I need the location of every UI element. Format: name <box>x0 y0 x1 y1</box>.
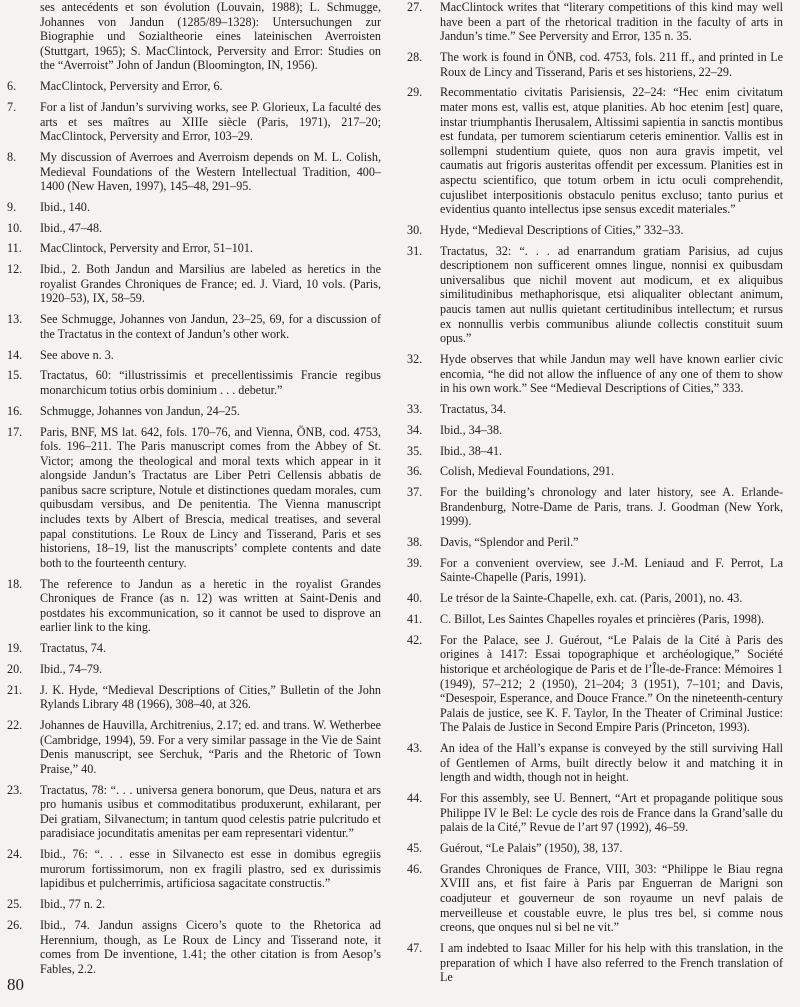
footnote <box>407 941 783 985</box>
footnote-text: For a convenient overview, see J.-M. Leniaud and F. Perrot, La Sainte-Chapelle (Paris, 1991). <box>440 555 783 585</box>
footnote-text: For a list of Jandun’s surviving works, see P. Glorieux, La faculté des arts et ses maîtres au XIIIe siècle (Paris, 1971), 217–20; MacClintock, Perversity and Error, 103–29. <box>40 99 381 144</box>
footnote-text: Ibid., 34–38. <box>440 422 503 437</box>
footnote-text: My discussion of Averroes and Averroism depends on M. L. Colish, Medieval Foundations of the Western Intellectual Tradition, 400–1400 (New Haven, 1997), 145–48, 291–95. <box>40 149 381 194</box>
footnote <box>7 348 381 363</box>
footnote-text: Tractatus, 34. <box>440 401 506 416</box>
footnote-text: Ibid., 74. Jandun assigns Cicero’s quote to the Rhetorica ad Herennium, though, as Le Roux de Lincy and Tisserand note, it comes from De inventione, 1.41; the other citation is from Aesop’s Fables, 2.2. <box>40 918 381 976</box>
footnote <box>7 404 381 419</box>
footnote-number: 9. <box>7 199 17 214</box>
footnote-text: Le trésor de la Sainte-Chapelle, exh. cat. (Paris, 2001), no. 43. <box>440 591 743 606</box>
footnote <box>7 100 381 144</box>
footnote <box>7 262 381 306</box>
footnote <box>7 79 381 94</box>
footnote-text: Ibid., 77 n. 2. <box>40 897 106 912</box>
footnote-text: J. K. Hyde, “Medieval Descriptions of Cities,” Bulletin of the John Rylands Library 48 (1966), 308–40, at 326. <box>40 682 381 712</box>
footnote-text: Ibid., 74–79. <box>40 661 103 676</box>
footnote-text: Davis, “Splendor and Peril.” <box>440 535 579 550</box>
footnote-continuation: ses antecédents et son évolution (Louvain, 1988); L. Schmugge, Johannes von Jandun (1285/89–1328): Untersuchungen zur Biographie und Sozialtheorie eines lateinischen Averroisten (Stuttgart, 1965); S. MacClintock, Perversity and Error: Studies on the “Averroist” John of Jandun (Bloomington, IN, 1956). <box>40 0 381 73</box>
footnote <box>407 535 783 550</box>
footnote-text: See above n. 3. <box>40 347 114 362</box>
footnote-text: An idea of the Hall’s expanse is conveyed by the still surviving Hall of Gentlemen of Arms, built directly below it and matching it in length and width, though not in height. <box>440 741 783 785</box>
footnote-number: 41. <box>407 612 423 626</box>
footnote <box>7 221 381 236</box>
footnote-text: Tractatus, 78: “. . . universa genera bonorum, que Deus, natura et ars pro humanis usibus et commoditatibus produxerunt, exhilarant, per Dei gratiam, Silvanectum; in tantum quod celestis patrie pulcritudo et paradisiace jocunditatis amenitas per eam representari videntur.” <box>40 782 381 841</box>
footnote <box>7 241 381 256</box>
footnote <box>407 485 783 529</box>
footnote <box>7 312 381 341</box>
left-column <box>7 0 381 983</box>
footnote-number: 42. <box>407 632 423 647</box>
footnote-text: The work is found in ÖNB, cod. 4753, fols. 211 ff., and printed in Le Roux de Lincy and Tisserand, Paris et ses historiens, 22–29. <box>440 49 783 79</box>
footnote-text: Hyde observes that while Jandun may well have known earlier civic encomia, “he did not allow the influence of any one of them to show in his own work.” See “Medieval Descriptions of Cities,” 333. <box>440 352 783 396</box>
footnote-text: MacClintock, Perversity and Error, 51–101. <box>40 241 253 256</box>
footnote-text: Grandes Chroniques de France, VIII, 303: “Philippe le Biau regna XVIII ans, et fist faire à Paris par Enguerran de Marigni son coadjuteur et gouverneur de son royaume un nevf palais de merveilleuse et coustable euvre, le plus tres bel, si comme nous creons, que onques nul si bel ne vit.” <box>440 861 783 935</box>
footnote-number: 22. <box>7 718 23 733</box>
footnote <box>7 577 381 635</box>
footnote <box>407 741 783 785</box>
footnote-text: Paris, BNF, MS lat. 642, fols. 170–76, and Vienna, ÖNB, cod. 4753, fols. 196–211. The Paris manuscript comes from the Abbey of St. Victor; among the theological and moral texts which appear in it alongside Jandun’s Tractatus are Liber Petri Cellensis abbatis de panibus sacre scripture, Notule et distinctiones quedam morales, cum quibusdam versibus, and De penitentia. The Vienna manuscript includes texts by Albert of Brescia, medical treatises, and several papal constitutions. Le Roux de Lincy and Tisserand, Paris et ses historiens, 18–19, list the manuscripts’ complete contents and date both to the fourteenth century. <box>40 424 381 570</box>
footnote-number: 13. <box>7 312 23 327</box>
footnote-number: 36. <box>407 464 423 479</box>
footnote <box>407 591 783 606</box>
page-number: 80 <box>7 975 24 994</box>
footnote-number: 29. <box>407 85 423 100</box>
footnote <box>407 633 783 735</box>
footnote-text: For the building’s chronology and later history, see A. Erlande-Brandenburg, Notre-Dame de Paris, trans. J. Goodman (New York, 1999). <box>440 485 783 529</box>
footnote <box>7 200 381 215</box>
footnote <box>407 50 783 79</box>
footnote <box>7 641 381 656</box>
footnote-number: 15. <box>7 368 23 383</box>
footnote <box>407 556 783 585</box>
footnote <box>407 612 783 627</box>
footnote-number: 30. <box>407 222 423 237</box>
footnote-number: 40. <box>407 591 423 606</box>
footnote-number: 19. <box>7 641 23 656</box>
footnote-number: 26. <box>7 918 23 932</box>
footnote-text: Tractatus, 32: “. . . ad enarrandum gratiam Parisius, ad cujus descriptionem non sufficerent omnes lingue, nonnisi ex quibusdam universalibus que nichil movent aut modicum, et ex aliquibus similitudinibus methaphorisque, etsi aliqualiter oblectant animum, paucis tamen aut nullis quietant certitudinibus intellectum; et rursus ex nonnullis verbis communibus aliunde collectis constituit suum opus.” <box>440 243 783 346</box>
footnote-number: 12. <box>7 262 23 277</box>
footnote-number: 10. <box>7 220 23 235</box>
footnote <box>407 791 783 835</box>
footnote-text: Hyde, “Medieval Descriptions of Cities,” 332–33. <box>440 222 684 237</box>
footnote <box>407 841 783 856</box>
right-column <box>407 0 783 991</box>
footnote <box>7 368 381 397</box>
footnote-text: I am indebted to Isaac Miller for his help with this translation, in the preparation of which I have also referred to the French translation of Le <box>440 941 783 985</box>
footnote-text: For this assembly, see U. Bennert, “Art et propagande politique sous Philippe IV le Bel: Le cycle des rois de France dans la Grand’salle du palais de la Cité,” Revue de l’art 97 (1992), 46–59. <box>440 791 783 835</box>
footnote-text: Ibid., 2. Both Jandun and Marsilius are labeled as heretics in the royalist Grandes Chroniques de France; ed. J. Viard, 10 vols. (Paris, 1920–53), IX, 58–59. <box>40 262 381 306</box>
footnote-number: 37. <box>407 485 423 500</box>
footnote-number: 27. <box>407 0 423 14</box>
footnote-text: MacClintock, Perversity and Error, 6. <box>40 79 223 94</box>
footnote-number: 7. <box>7 99 17 114</box>
footnote <box>7 662 381 677</box>
footnote-number: 11. <box>7 241 22 256</box>
footnote-text: Ibid., 47–48. <box>40 220 103 235</box>
footnote-text: Johannes de Hauvilla, Architrenius, 2.17; ed. and trans. W. Wetherbee (Cambridge, 1994), 59. For a very similar passage in the Vie de Saint Denis manuscript, see Serchuk, “Paris and the Rhetoric of Town Praise,” 40. <box>40 718 381 776</box>
footnote-number: 39. <box>407 555 423 570</box>
footnote <box>7 783 381 841</box>
footnote-number: 31. <box>407 243 423 258</box>
footnote-number: 25. <box>7 897 23 912</box>
footnote-number: 45. <box>407 841 423 856</box>
footnote-text: The reference to Jandun as a heretic in the royalist Grandes Chroniques de France (as n. 12) was written at Saint-Denis and postdates his excommunication, so it cannot be used to disprove an earlier link to the king. <box>40 576 381 635</box>
footnote-number: 23. <box>7 782 23 797</box>
footnote-number: 16. <box>7 403 23 418</box>
footnote <box>407 352 783 396</box>
footnote-number: 35. <box>407 443 423 458</box>
footnote-text: Ibid., 76: “. . . esse in Silvanecto est esse in domibus egregiis murorum fortissimorum, non ex fragili plastro, sed ex durissimis lapidibus et pulcherrimis, artificiosa sagacitate constructis.” <box>40 847 381 891</box>
footnote-text: Ibid., 38–41. <box>440 443 503 458</box>
footnote-number: 18. <box>7 576 23 591</box>
footnote-text: For the Palace, see J. Guérout, “Le Palais de la Cité à Paris des origines à 1417: Essai topographique et archéologique,” Société historique et archéologique de Paris et de l’Île-de-France: Mémoires 1 (1949), 57–212; 2 (1950), 21–204; 3 (1951), 7–101; and Davis, “Desespoir, Esperance, and Douce France.” On the nineteenth-century Palais de justice, see K. F. Taylor, In the Theater of Criminal Justice: The Palais de Justice in Second Empire Paris (Princeton, 1993). <box>440 632 783 735</box>
footnote <box>407 402 783 417</box>
footnote-number: 21. <box>7 682 23 697</box>
left-notes-list <box>7 79 381 976</box>
footnote-number: 32. <box>407 352 423 366</box>
footnote-number: 24. <box>7 847 23 862</box>
footnote-text: Tractatus, 74. <box>40 641 106 656</box>
footnote <box>7 897 381 912</box>
footnote <box>7 918 381 976</box>
footnote-number: 17. <box>7 424 23 439</box>
footnote-text: Schmugge, Johannes von Jandun, 24–25. <box>40 403 240 418</box>
footnote-text: C. Billot, Les Saintes Chapelles royales et princières (Paris, 1998). <box>440 612 765 626</box>
footnote-number: 38. <box>407 535 423 550</box>
footnote <box>407 464 783 479</box>
footnote-number: 14. <box>7 347 23 362</box>
footnote <box>407 862 783 935</box>
footnote <box>407 223 783 238</box>
footnote-number: 46. <box>407 861 423 876</box>
footnote-number: 44. <box>407 791 423 806</box>
footnote-text: Tractatus, 60: “illustrissimis et precellentissimis Francie regibus monarchicum totius orbis dominium . . . debetur.” <box>40 368 381 397</box>
footnote <box>7 150 381 194</box>
footnote <box>7 683 381 712</box>
footnote <box>407 244 783 346</box>
footnote <box>7 847 381 891</box>
footnote-number: 6. <box>7 79 17 94</box>
footnote-number: 43. <box>407 741 423 756</box>
footnote-number: 34. <box>407 422 423 437</box>
footnote-text: See Schmugge, Johannes von Jandun, 23–25, 69, for a discussion of the Tractatus in the context of Jandun’s other work. <box>40 312 381 341</box>
right-notes-list <box>407 0 783 985</box>
footnote-number: 47. <box>407 941 423 955</box>
footnote-text: MacClintock writes that “literary competitions of this kind may well have been a part of the rhetorical tradition in the faculty of arts in Jandun’s time.” See Perversity and Error, 135 n. 35. <box>440 0 783 44</box>
footnote <box>7 425 381 571</box>
footnote-number: 8. <box>7 149 17 164</box>
footnote-number: 20. <box>7 661 23 676</box>
footnote-text: Ibid., 140. <box>40 199 90 214</box>
footnote-text: Recommentatio civitatis Parisiensis, 22–24: “Hec enim civitatum mater mons est, vallis est, atque planities. Ab hoc etenim [est] quare, instar triumphantis Iherusalem, Altissimi sapientia in sanctis montibus est fundata, per tumorem scientiarum ceteris eminentior. Vallis est in sollempni studentium quiete, quos non aura gravis impetit, vel caumatis aut frigoris austeritas offendit per excessum. Planities est in aspectu scientifico, que totum orbem in ictu oculi comprehendit, cujuslibet interpositionis obstaculo penitus excluso; tanto purius et evidentius quanto intellectus ipse sensus excedit materiales.” <box>440 85 783 217</box>
footnote <box>7 718 381 776</box>
footnote <box>407 85 783 216</box>
footnote-number: 28. <box>407 49 423 64</box>
footnote-text: Guérout, “Le Palais” (1950), 38, 137. <box>440 841 623 856</box>
footnote <box>407 444 783 459</box>
footnote-number: 33. <box>407 401 423 416</box>
footnote <box>407 0 783 44</box>
footnote <box>407 423 783 438</box>
footnote-text: Colish, Medieval Foundations, 291. <box>440 464 615 479</box>
